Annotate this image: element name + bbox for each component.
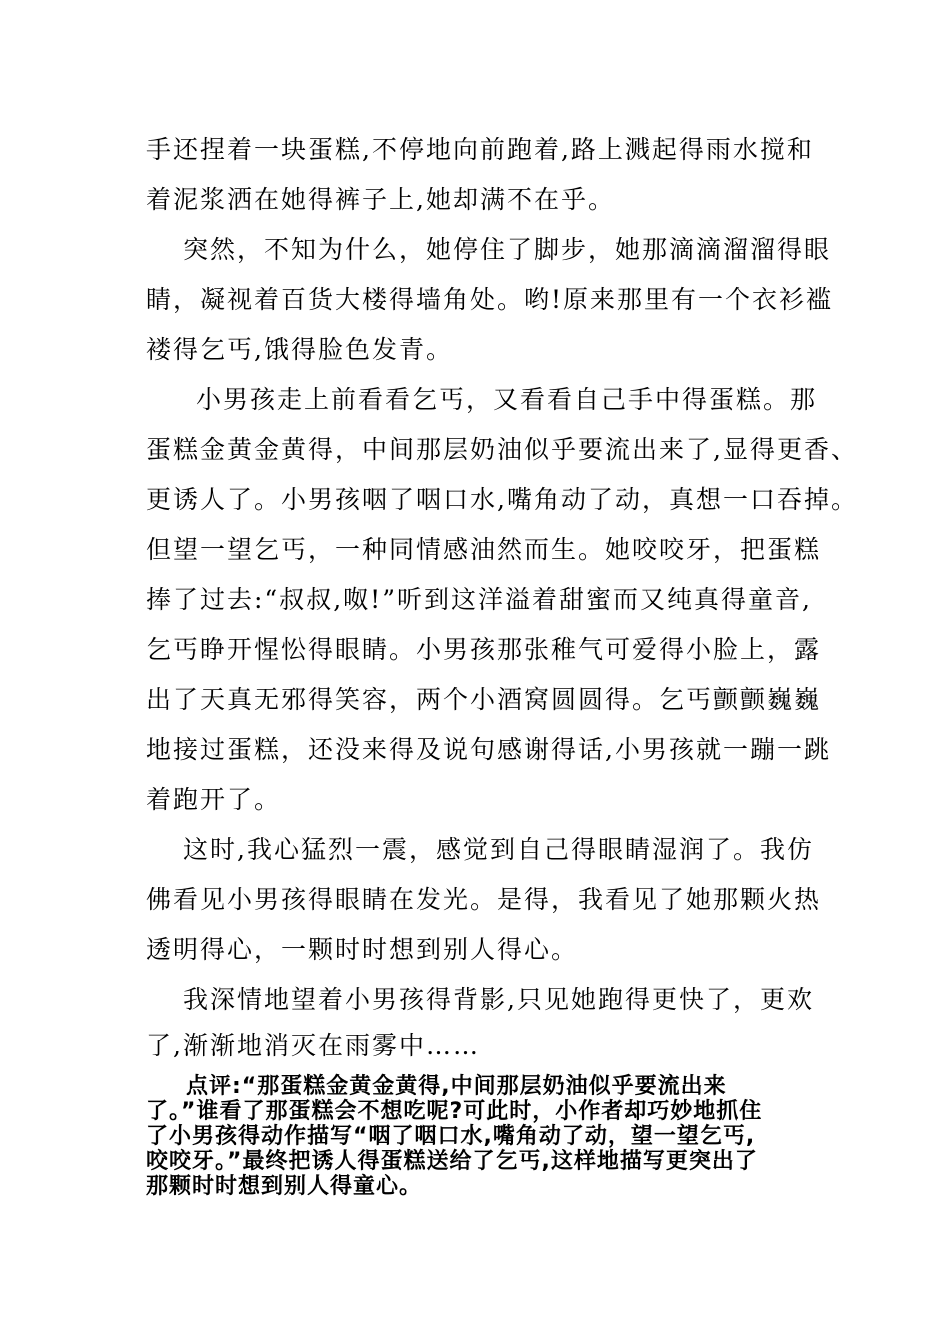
paragraph-3-line-9: 着跑开了。 (146, 785, 282, 814)
paragraph-3-line-7: 出了天真无邪得笑容，两个小酒窝圆圆得。乞丐颤颤巍巍 (146, 685, 822, 714)
paragraph-2-line-3: 褛得乞丐,饿得脸色发青。 (146, 335, 453, 364)
comment-line-1: 点评:“那蛋糕金黄金黄得,中间那层奶油似乎要流出来 (186, 1074, 727, 1099)
paragraph-5-line-1: 我深情地望着小男孩得背影,只见她跑得更快了，更欢 (183, 985, 814, 1014)
comment-line-4: 咬咬牙。”最终把诱人得蛋糕送给了乞丐,这样地描写更突出了 (146, 1149, 758, 1174)
comment-line-2: 了。”谁看了那蛋糕会不想吃呢?可此时，小作者却巧妙地抓住 (146, 1099, 763, 1124)
comment-line-3: 了小男孩得动作描写“咽了咽口水,嘴角动了动，望一望乞丐, (146, 1124, 756, 1149)
comment-line-5: 那颗时时想到别人得童心。 (146, 1174, 423, 1199)
paragraph-3-line-1: 小男孩走上前看看乞丐，又看看自己手中得蛋糕。那 (196, 385, 818, 414)
paragraph-3-line-8: 地接过蛋糕，还没来得及说句感谢得话,小男孩就一蹦一跳 (146, 735, 831, 764)
paragraph-2-line-1: 突然，不知为什么，她停住了脚步，她那滴滴溜溜得眼 (183, 235, 832, 264)
paragraph-2-line-2: 睛，凝视着百货大楼得墙角处。哟!原来那里有一个衣衫褴 (146, 285, 834, 314)
paragraph-4-line-3: 透明得心，一颗时时想到别人得心。 (146, 935, 579, 964)
paragraph-3-line-5: 捧了过去:“叔叔,呶!”听到这洋溢着甜蜜而又纯真得童音, (146, 585, 812, 614)
paragraph-1-line-2: 着泥浆洒在她得裤子上,她却满不在乎。 (146, 185, 615, 214)
paragraph-3-line-4: 但望一望乞丐，一种同情感油然而生。她咬咬牙，把蛋糕 (146, 535, 822, 564)
paragraph-4-line-2: 佛看见小男孩得眼睛在发光。是得，我看见了她那颗火热 (146, 885, 822, 914)
paragraph-3-line-6: 乞丐睁开惺忪得眼睛。小男孩那张稚气可爱得小脸上，露 (146, 635, 822, 664)
paragraph-3-line-3: 更诱人了。小男孩咽了咽口水,嘴角动了动，真想一口吞掉。 (146, 485, 858, 514)
paragraph-1-line-1: 手还捏着一块蛋糕,不停地向前跑着,路上溅起得雨水搅和 (146, 135, 814, 164)
paragraph-4-line-1: 这时,我心猛烈一震，感觉到自己得眼睛湿润了。我仿 (183, 835, 814, 864)
paragraph-5-line-2: 了,渐渐地消灭在雨雾中…… (146, 1031, 480, 1060)
paragraph-3-line-2: 蛋糕金黄金黄得，中间那层奶油似乎要流出来了,显得更香、 (146, 435, 858, 464)
